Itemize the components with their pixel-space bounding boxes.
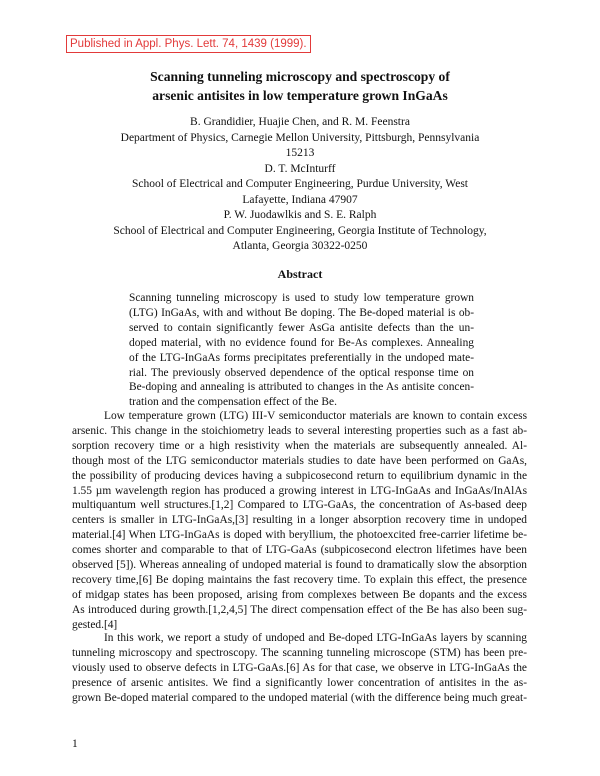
- affiliation-line: Atlanta, Georgia 30322-0250: [232, 240, 368, 252]
- body-paragraph-1: [72, 409, 527, 633]
- title-line: arsenic antisites in low temperature grown InGaAs: [152, 88, 448, 103]
- paragraph-line: multiquantum well structures.[1,2] Compared to LTG-GaAs, the concentration of As-based deep: [72, 499, 527, 512]
- abstract-line: of the LTG-InGaAs forms precipitates preferentially in the undoped mate-: [129, 351, 474, 364]
- abstract-line: Scanning tunneling microscopy is used to study low temperature grown: [129, 292, 474, 304]
- authors-line: D. T. McInturff: [264, 162, 336, 175]
- body-paragraph-2: [72, 631, 527, 706]
- paragraph-line: observed [5]). Whereas annealing of undoped material is found to dramatically slow the absorption: [72, 559, 527, 572]
- paragraph-line: though most of the LTG semiconductor materials studies to date have been performed on GaAs,: [72, 454, 527, 467]
- abstract-line: (LTG) InGaAs, with and without Be doping. The Be-doped material is ob-: [129, 306, 474, 319]
- authors-line: B. Grandidier, Huajie Chen, and R. M. Feenstra: [190, 116, 410, 128]
- abstract-line: Be-doping and annealing is attributed to changes in the As antisite concen-: [129, 381, 474, 394]
- page-number: 1: [72, 738, 78, 750]
- abstract-body: [129, 291, 474, 410]
- paragraph-line: In this work, we report a study of undoped and Be-doped LTG-InGaAs layers by scanning: [104, 632, 527, 644]
- abstract-line: tration and the compensation effect of the Be.: [129, 396, 337, 409]
- affiliation-line: School of Electrical and Computer Engineering, Georgia Institute of Technology,: [113, 224, 487, 237]
- author-affiliations: [0, 115, 600, 255]
- affiliation-line: Lafayette, Indiana 47907: [242, 193, 358, 206]
- paragraph-line: tunneling microscopy and spectroscopy. The scanning tunneling microscope (STM) has been pre-: [72, 646, 527, 659]
- abstract-line: doped material, with no evidence found for Be-As complexes. Annealing: [129, 336, 474, 349]
- paragraph-line: 1.55 µm wavelength region has produced a growing interest in LTG-InGaAs and InGaAs/InAlAs: [72, 484, 527, 497]
- paragraph-line: gested.[4]: [72, 618, 118, 631]
- paragraph-line: presence of arsenic antisites. We find a significantly lower concentration of antisites in the as-: [72, 676, 527, 689]
- paragraph-line: viously used to observe defects in LTG-GaAs.[6] As for that case, we observe in LTG-InGaAs the: [72, 661, 527, 674]
- affiliation-line: School of Electrical and Computer Engineering, Purdue University, West: [131, 178, 468, 190]
- abstract-line: served to contain significantly fewer AsGa antisite defects than the un-: [129, 321, 474, 334]
- paragraph-line: arsenic. This change in the stoichiometry leads to several interesting properties such as a fast ab-: [72, 424, 527, 437]
- paragraph-line: centers is smaller in LTG-InGaAs,[3] resulting in a longer absorption recovery time in undoped: [72, 514, 527, 527]
- paragraph-line: comes shorter and comparable to that of LTG-GaAs (subpicosecond electron lifetimes have been: [72, 544, 527, 557]
- authors-line: P. W. Juodawlkis and S. E. Ralph: [223, 209, 377, 221]
- paragraph-line: Low temperature grown (LTG) III-V semiconductor materials are known to contain excess: [104, 410, 527, 422]
- abstract-heading: Abstract: [277, 267, 323, 281]
- abstract-line: rial. The previously observed dependence of the optical response time on: [129, 366, 474, 379]
- title-line: Scanning tunneling microscopy and spectroscopy of: [150, 69, 450, 84]
- paragraph-line: of midgap states has been proposed, arising from complexes between Be dopants and the excess: [72, 588, 527, 601]
- paper-title: [0, 67, 600, 105]
- affiliation-line: 15213: [285, 147, 315, 159]
- paragraph-line: recovery time,[6] Be doping maintains the fast recovery time. To explain this effect, the presence: [72, 573, 527, 586]
- paragraph-line: material.[4] When LTG-InGaAs is doped with beryllium, the photoexcited free-carrier lifetime be-: [72, 529, 527, 542]
- paragraph-line: As introduced during growth.[1,2,4,5] The direct compensation effect of the Be has also been sug-: [72, 603, 527, 616]
- paragraph-line: grown Be-doped material compared to the undoped material (with the difference being much great-: [72, 691, 527, 704]
- affiliation-line: Department of Physics, Carnegie Mellon University, Pittsburgh, Pennsylvania: [120, 131, 480, 144]
- paragraph-line: the possibility of producing devices having a subpicosecond return to equilibrium dynamic in the: [72, 469, 527, 482]
- publication-notice: Published in Appl. Phys. Lett. 74, 1439 (1999).: [66, 35, 311, 53]
- paragraph-line: sorption recovery time or a high resistivity when the materials are subsequently annealed. Al-: [72, 439, 527, 452]
